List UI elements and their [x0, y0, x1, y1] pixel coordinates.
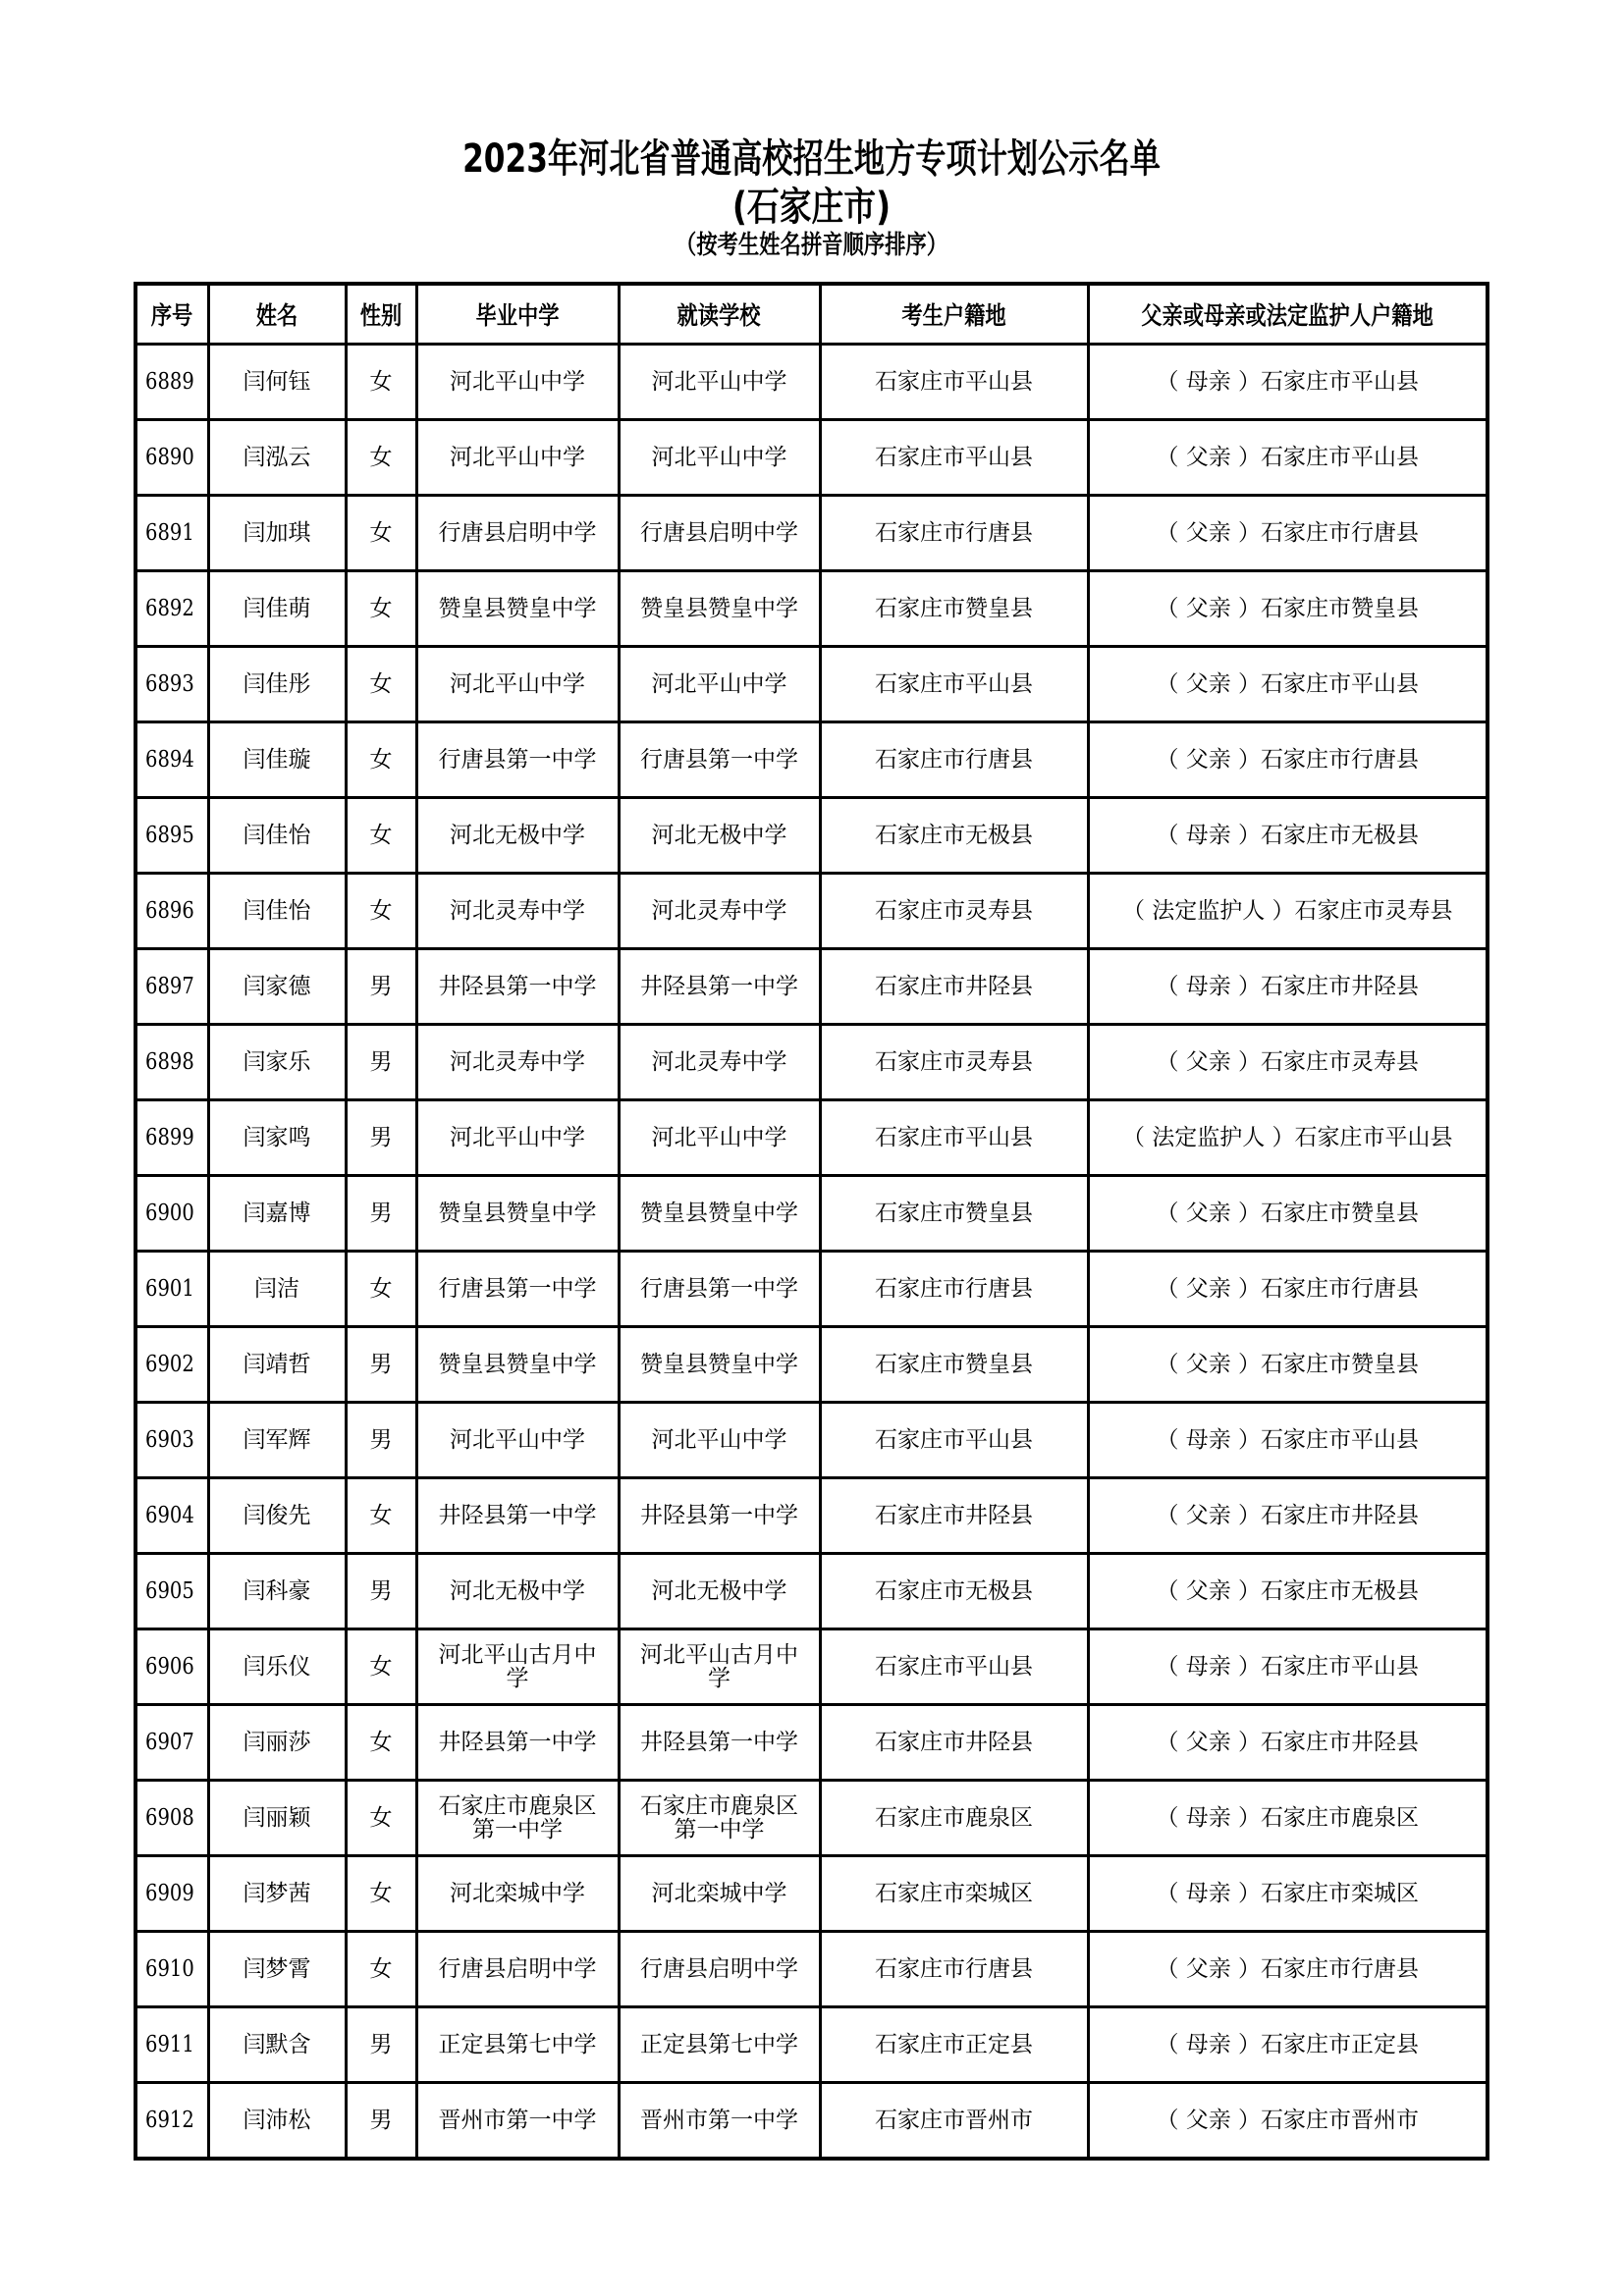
gender-cell: 女: [346, 647, 416, 722]
current-school-cell: 河北平山古月中学: [619, 1629, 820, 1705]
name-cell: 闫默含: [208, 2007, 346, 2083]
residence-cell: 石家庄市灵寿县: [820, 874, 1088, 949]
seq-cell: 6904: [135, 1478, 208, 1554]
table-row: [135, 496, 1488, 571]
gender-cell: 女: [346, 1629, 416, 1705]
grad-school-cell: 石家庄市鹿泉区第一中学: [416, 1781, 619, 1856]
guardian-residence-cell: （ 父亲 ）石家庄市赞皇县: [1088, 571, 1488, 647]
grad-school-cell: 河北平山中学: [416, 345, 619, 420]
residence-cell: 石家庄市井陉县: [820, 1705, 1088, 1781]
name-cell: 闫佳萌: [208, 571, 346, 647]
grad-school-cell: 行唐县启明中学: [416, 496, 619, 571]
name-cell: 闫嘉博: [208, 1176, 346, 1252]
name-cell: 闫乐仪: [208, 1629, 346, 1705]
residence-cell: 石家庄市无极县: [820, 1554, 1088, 1629]
seq-cell: 6895: [135, 798, 208, 874]
current-school-cell: 河北无极中学: [619, 798, 820, 874]
residence-cell: 石家庄市平山县: [820, 345, 1088, 420]
table-row: [135, 722, 1488, 798]
current-school-cell: 行唐县启明中学: [619, 1932, 820, 2007]
seq-cell: 6896: [135, 874, 208, 949]
table-row: [135, 1856, 1488, 1932]
name-cell: 闫佳怡: [208, 798, 346, 874]
guardian-residence-cell: （ 父亲 ）石家庄市井陉县: [1088, 1705, 1488, 1781]
grad-school-cell: 井陉县第一中学: [416, 1478, 619, 1554]
table-row: [135, 1629, 1488, 1705]
residence-cell: 石家庄市平山县: [820, 647, 1088, 722]
table-row: [135, 2083, 1488, 2160]
table-row: [135, 647, 1488, 722]
name-cell: 闫靖哲: [208, 1327, 346, 1403]
gender-cell: 男: [346, 1100, 416, 1176]
current-school-cell: 赞皇县赞皇中学: [619, 1327, 820, 1403]
current-school-cell: 行唐县启明中学: [619, 496, 820, 571]
guardian-residence-cell: （ 父亲 ）石家庄市平山县: [1088, 647, 1488, 722]
table-row: [135, 874, 1488, 949]
guardian-residence-cell: （ 母亲 ）石家庄市平山县: [1088, 345, 1488, 420]
grad-school-cell: 行唐县启明中学: [416, 1932, 619, 2007]
table-row: [135, 798, 1488, 874]
grad-school-cell: 行唐县第一中学: [416, 722, 619, 798]
guardian-residence-cell: （ 母亲 ）石家庄市栾城区: [1088, 1856, 1488, 1932]
table-row: [135, 1327, 1488, 1403]
grad-school-cell: 井陉县第一中学: [416, 949, 619, 1025]
table-row: [135, 1403, 1488, 1478]
document-title: 2023年河北省普通高校招生地方专项计划公示名单: [462, 136, 1161, 182]
header-seq: 序号: [135, 284, 208, 345]
roster-table: [134, 282, 1489, 2161]
current-school-cell: 井陉县第一中学: [619, 949, 820, 1025]
seq-cell: 6897: [135, 949, 208, 1025]
grad-school-cell: 井陉县第一中学: [416, 1705, 619, 1781]
residence-cell: 石家庄市行唐县: [820, 496, 1088, 571]
current-school-cell: 河北平山中学: [619, 647, 820, 722]
residence-cell: 石家庄市行唐县: [820, 722, 1088, 798]
grad-school-cell: 河北平山中学: [416, 647, 619, 722]
name-cell: 闫佳彤: [208, 647, 346, 722]
header-name: 姓名: [208, 284, 346, 345]
guardian-residence-cell: （ 法定监护人 ）石家庄市灵寿县: [1088, 874, 1488, 949]
current-school-cell: 河北栾城中学: [619, 1856, 820, 1932]
table-row: [135, 1554, 1488, 1629]
name-cell: 闫俊先: [208, 1478, 346, 1554]
residence-cell: 石家庄市平山县: [820, 420, 1088, 496]
guardian-residence-cell: （ 母亲 ）石家庄市平山县: [1088, 1403, 1488, 1478]
name-cell: 闫科豪: [208, 1554, 346, 1629]
current-school-cell: 河北平山中学: [619, 420, 820, 496]
current-school-cell: 正定县第七中学: [619, 2007, 820, 2083]
seq-cell: 6908: [135, 1781, 208, 1856]
current-school-cell: 石家庄市鹿泉区第一中学: [619, 1781, 820, 1856]
guardian-residence-cell: （ 父亲 ）石家庄市行唐县: [1088, 496, 1488, 571]
name-cell: 闫何钰: [208, 345, 346, 420]
name-cell: 闫洁: [208, 1252, 346, 1327]
name-cell: 闫佳璇: [208, 722, 346, 798]
residence-cell: 石家庄市赞皇县: [820, 571, 1088, 647]
grad-school-cell: 晋州市第一中学: [416, 2083, 619, 2160]
guardian-residence-cell: （ 父亲 ）石家庄市行唐县: [1088, 1932, 1488, 2007]
current-school-cell: 井陉县第一中学: [619, 1705, 820, 1781]
grad-school-cell: 赞皇县赞皇中学: [416, 1327, 619, 1403]
residence-cell: 石家庄市赞皇县: [820, 1176, 1088, 1252]
document-header: [0, 133, 1623, 261]
seq-cell: 6907: [135, 1705, 208, 1781]
seq-cell: 6892: [135, 571, 208, 647]
seq-cell: 6891: [135, 496, 208, 571]
guardian-residence-cell: （ 父亲 ）石家庄市平山县: [1088, 420, 1488, 496]
seq-cell: 6905: [135, 1554, 208, 1629]
name-cell: 闫梦茜: [208, 1856, 346, 1932]
table-row: [135, 1252, 1488, 1327]
seq-cell: 6901: [135, 1252, 208, 1327]
gender-cell: 女: [346, 1252, 416, 1327]
seq-cell: 6893: [135, 647, 208, 722]
table-row: [135, 345, 1488, 420]
header-guardian-residence: 父亲或母亲或法定监护人户籍地: [1088, 284, 1488, 345]
header-residence: 考生户籍地: [820, 284, 1088, 345]
guardian-residence-cell: （ 父亲 ）石家庄市赞皇县: [1088, 1327, 1488, 1403]
table-row: [135, 1478, 1488, 1554]
current-school-cell: 行唐县第一中学: [619, 1252, 820, 1327]
gender-cell: 男: [346, 1327, 416, 1403]
header-grad-school: 毕业中学: [416, 284, 619, 345]
grad-school-cell: 河北平山中学: [416, 420, 619, 496]
guardian-residence-cell: （ 母亲 ）石家庄市平山县: [1088, 1629, 1488, 1705]
residence-cell: 石家庄市平山县: [820, 1403, 1088, 1478]
name-cell: 闫家乐: [208, 1025, 346, 1100]
table-row: [135, 1025, 1488, 1100]
gender-cell: 女: [346, 1705, 416, 1781]
table-header-row: [135, 284, 1488, 345]
name-cell: 闫加琪: [208, 496, 346, 571]
guardian-residence-cell: （ 母亲 ）石家庄市无极县: [1088, 798, 1488, 874]
residence-cell: 石家庄市晋州市: [820, 2083, 1088, 2160]
name-cell: 闫梦霄: [208, 1932, 346, 2007]
gender-cell: 男: [346, 2007, 416, 2083]
sort-note: （按考生姓名拼音顺序排序）: [675, 231, 948, 260]
seq-cell: 6900: [135, 1176, 208, 1252]
residence-cell: 石家庄市鹿泉区: [820, 1781, 1088, 1856]
current-school-cell: 井陉县第一中学: [619, 1478, 820, 1554]
grad-school-cell: 正定县第七中学: [416, 2007, 619, 2083]
guardian-residence-cell: （ 父亲 ）石家庄市行唐县: [1088, 1252, 1488, 1327]
gender-cell: 男: [346, 1403, 416, 1478]
seq-cell: 6894: [135, 722, 208, 798]
header-gender: 性别: [346, 284, 416, 345]
name-cell: 闫家德: [208, 949, 346, 1025]
table-body: [135, 345, 1488, 2160]
document-subtitle: (石家庄市): [731, 185, 892, 230]
grad-school-cell: 河北平山中学: [416, 1100, 619, 1176]
name-cell: 闫沛松: [208, 2083, 346, 2160]
gender-cell: 男: [346, 1025, 416, 1100]
seq-cell: 6912: [135, 2083, 208, 2160]
gender-cell: 女: [346, 798, 416, 874]
guardian-residence-cell: （ 父亲 ）石家庄市行唐县: [1088, 722, 1488, 798]
name-cell: 闫丽莎: [208, 1705, 346, 1781]
current-school-cell: 河北平山中学: [619, 1403, 820, 1478]
grad-school-cell: 河北灵寿中学: [416, 874, 619, 949]
residence-cell: 石家庄市行唐县: [820, 1252, 1088, 1327]
gender-cell: 男: [346, 1176, 416, 1252]
seq-cell: 6910: [135, 1932, 208, 2007]
grad-school-cell: 河北平山中学: [416, 1403, 619, 1478]
gender-cell: 男: [346, 1554, 416, 1629]
residence-cell: 石家庄市无极县: [820, 798, 1088, 874]
current-school-cell: 赞皇县赞皇中学: [619, 1176, 820, 1252]
seq-cell: 6890: [135, 420, 208, 496]
guardian-residence-cell: （ 父亲 ）石家庄市灵寿县: [1088, 1025, 1488, 1100]
name-cell: 闫家鸣: [208, 1100, 346, 1176]
residence-cell: 石家庄市栾城区: [820, 1856, 1088, 1932]
residence-cell: 石家庄市行唐县: [820, 1932, 1088, 2007]
residence-cell: 石家庄市井陉县: [820, 949, 1088, 1025]
gender-cell: 女: [346, 420, 416, 496]
table-row: [135, 1176, 1488, 1252]
guardian-residence-cell: （ 母亲 ）石家庄市正定县: [1088, 2007, 1488, 2083]
seq-cell: 6889: [135, 345, 208, 420]
gender-cell: 女: [346, 1781, 416, 1856]
gender-cell: 女: [346, 571, 416, 647]
gender-cell: 女: [346, 722, 416, 798]
grad-school-cell: 赞皇县赞皇中学: [416, 1176, 619, 1252]
residence-cell: 石家庄市平山县: [820, 1629, 1088, 1705]
current-school-cell: 河北平山中学: [619, 345, 820, 420]
seq-cell: 6902: [135, 1327, 208, 1403]
table-row: [135, 420, 1488, 496]
name-cell: 闫佳怡: [208, 874, 346, 949]
gender-cell: 女: [346, 1856, 416, 1932]
gender-cell: 女: [346, 1478, 416, 1554]
table-row: [135, 1781, 1488, 1856]
guardian-residence-cell: （ 父亲 ）石家庄市无极县: [1088, 1554, 1488, 1629]
current-school-cell: 行唐县第一中学: [619, 722, 820, 798]
grad-school-cell: 行唐县第一中学: [416, 1252, 619, 1327]
name-cell: 闫军辉: [208, 1403, 346, 1478]
guardian-residence-cell: （ 父亲 ）石家庄市晋州市: [1088, 2083, 1488, 2160]
table-row: [135, 1705, 1488, 1781]
seq-cell: 6898: [135, 1025, 208, 1100]
gender-cell: 女: [346, 345, 416, 420]
table-row: [135, 2007, 1488, 2083]
seq-cell: 6903: [135, 1403, 208, 1478]
current-school-cell: 晋州市第一中学: [619, 2083, 820, 2160]
current-school-cell: 河北无极中学: [619, 1554, 820, 1629]
seq-cell: 6911: [135, 2007, 208, 2083]
residence-cell: 石家庄市赞皇县: [820, 1327, 1088, 1403]
guardian-residence-cell: （ 母亲 ）石家庄市井陉县: [1088, 949, 1488, 1025]
seq-cell: 6899: [135, 1100, 208, 1176]
gender-cell: 女: [346, 496, 416, 571]
guardian-residence-cell: （ 法定监护人 ）石家庄市平山县: [1088, 1100, 1488, 1176]
name-cell: 闫丽颖: [208, 1781, 346, 1856]
header-current-school: 就读学校: [619, 284, 820, 345]
table-row: [135, 571, 1488, 647]
seq-cell: 6906: [135, 1629, 208, 1705]
residence-cell: 石家庄市平山县: [820, 1100, 1088, 1176]
grad-school-cell: 河北灵寿中学: [416, 1025, 619, 1100]
current-school-cell: 河北平山中学: [619, 1100, 820, 1176]
grad-school-cell: 河北平山古月中学: [416, 1629, 619, 1705]
gender-cell: 女: [346, 1932, 416, 2007]
table-row: [135, 1932, 1488, 2007]
grad-school-cell: 河北无极中学: [416, 1554, 619, 1629]
residence-cell: 石家庄市灵寿县: [820, 1025, 1088, 1100]
table-row: [135, 949, 1488, 1025]
current-school-cell: 河北灵寿中学: [619, 1025, 820, 1100]
gender-cell: 男: [346, 2083, 416, 2160]
current-school-cell: 赞皇县赞皇中学: [619, 571, 820, 647]
gender-cell: 女: [346, 874, 416, 949]
residence-cell: 石家庄市井陉县: [820, 1478, 1088, 1554]
grad-school-cell: 河北无极中学: [416, 798, 619, 874]
grad-school-cell: 河北栾城中学: [416, 1856, 619, 1932]
current-school-cell: 河北灵寿中学: [619, 874, 820, 949]
guardian-residence-cell: （ 父亲 ）石家庄市井陉县: [1088, 1478, 1488, 1554]
table-row: [135, 1100, 1488, 1176]
gender-cell: 男: [346, 949, 416, 1025]
guardian-residence-cell: （ 母亲 ）石家庄市鹿泉区: [1088, 1781, 1488, 1856]
grad-school-cell: 赞皇县赞皇中学: [416, 571, 619, 647]
seq-cell: 6909: [135, 1856, 208, 1932]
guardian-residence-cell: （ 父亲 ）石家庄市赞皇县: [1088, 1176, 1488, 1252]
residence-cell: 石家庄市正定县: [820, 2007, 1088, 2083]
name-cell: 闫泓云: [208, 420, 346, 496]
